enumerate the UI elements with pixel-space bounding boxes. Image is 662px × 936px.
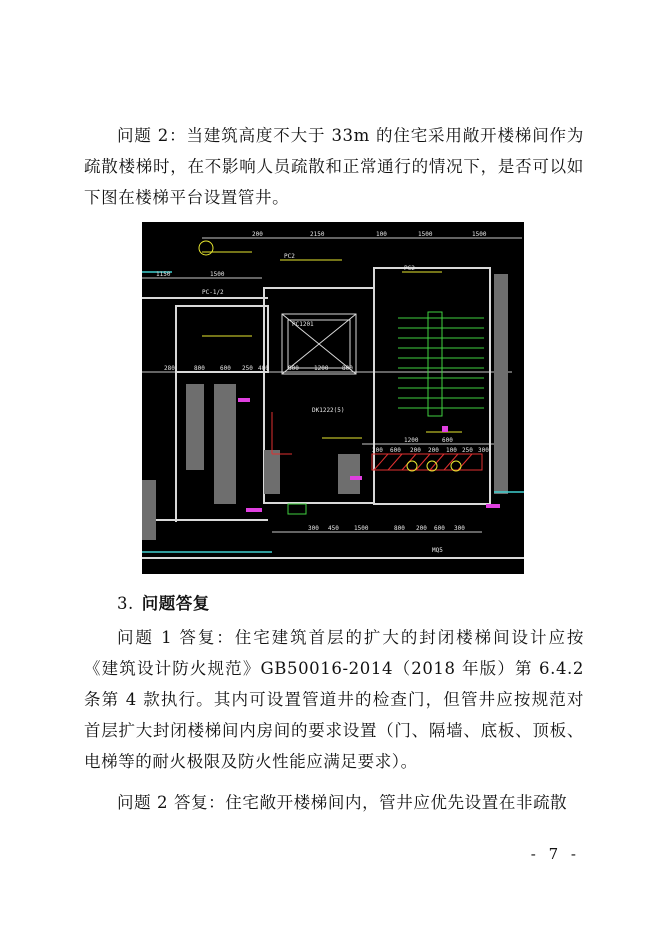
section-number: 3. xyxy=(117,594,134,613)
dim-left-1: 1150 xyxy=(156,271,171,278)
label-1: PC2 xyxy=(284,253,295,260)
dim-stair-2: 600 xyxy=(442,437,453,444)
section-heading xyxy=(117,590,210,614)
dim-stair-1: 1200 xyxy=(404,437,419,444)
dim-stair-row-7: 300 xyxy=(478,447,489,454)
dim-stair-row-2: 600 xyxy=(390,447,401,454)
label-4: PC1201 xyxy=(292,321,314,328)
dim-stair-row-3: 200 xyxy=(410,447,421,454)
dim-top-5: 1500 xyxy=(472,231,487,238)
dim-top-3: 100 xyxy=(376,231,387,238)
page-number: - 7 - xyxy=(530,845,580,863)
dim-bottom-5: 200 xyxy=(416,525,427,532)
dim-mid-8: 800 xyxy=(342,365,353,372)
dim-bottom-2: 450 xyxy=(328,525,339,532)
dim-mid-7: 1200 xyxy=(314,365,329,372)
dim-bottom-6: 600 xyxy=(434,525,445,532)
floor-plan-figure xyxy=(142,222,524,574)
dim-left-2: 1500 xyxy=(210,271,225,278)
label-6: MQ5 xyxy=(432,547,443,554)
floor-plan-drawing xyxy=(142,222,524,574)
answer-2-paragraph: 问题 2 答复：住宅敞开楼梯间内，管井应优先设置在非疏散 xyxy=(117,793,568,812)
dim-stair-row-6: 250 xyxy=(462,447,473,454)
dim-top-4: 1500 xyxy=(418,231,433,238)
annotation-leaders xyxy=(199,241,462,471)
label-5: DK1222(5) xyxy=(312,407,345,414)
dimension-labels xyxy=(156,231,489,532)
dim-bottom-3: 1500 xyxy=(354,525,369,532)
dim-mid-6: 800 xyxy=(288,365,299,372)
dim-mid-3: 600 xyxy=(220,365,231,372)
dim-bottom-1: 300 xyxy=(308,525,319,532)
dim-mid-1: 280 xyxy=(164,365,175,372)
dim-stair-row-1: 200 xyxy=(372,447,383,454)
label-3: PC-1/2 xyxy=(202,289,224,296)
section-title: 问题答复 xyxy=(141,594,210,613)
dim-stair-row-4: 200 xyxy=(428,447,439,454)
label-2: PC2 xyxy=(404,265,415,272)
stair-treads xyxy=(398,312,484,416)
label-box xyxy=(288,504,306,514)
dim-bottom-4: 800 xyxy=(394,525,405,532)
dim-bottom-7: 300 xyxy=(454,525,465,532)
dim-mid-2: 800 xyxy=(194,365,205,372)
answer-1-paragraph: 问题 1 答复：住宅建筑首层的扩大的封闭楼梯间设计应按《建筑设计防火规范》GB50016-2014（2018 年版）第 6.4.2 条第 4 款执行。其内可设置管道井的检查门，但管井应按规范对首层扩大封闭楼梯间内房间的要求设置（门、隔墙、底板、顶板、电梯等的耐火极限及防火性能应满足要求）。 xyxy=(84,628,584,771)
dim-mid-4: 250 xyxy=(242,365,253,372)
dim-top-2: 2150 xyxy=(310,231,325,238)
dim-mid-5: 400 xyxy=(258,365,269,372)
dim-top-1: 200 xyxy=(252,231,263,238)
dim-stair-row-5: 100 xyxy=(446,447,457,454)
question-2-paragraph: 问题 2：当建筑高度不大于 33m 的住宅采用敞开楼梯间作为疏散楼梯时，在不影响人员疏散和正常通行的情况下，是否可以如下图在楼梯平台设置管井。 xyxy=(84,126,584,207)
